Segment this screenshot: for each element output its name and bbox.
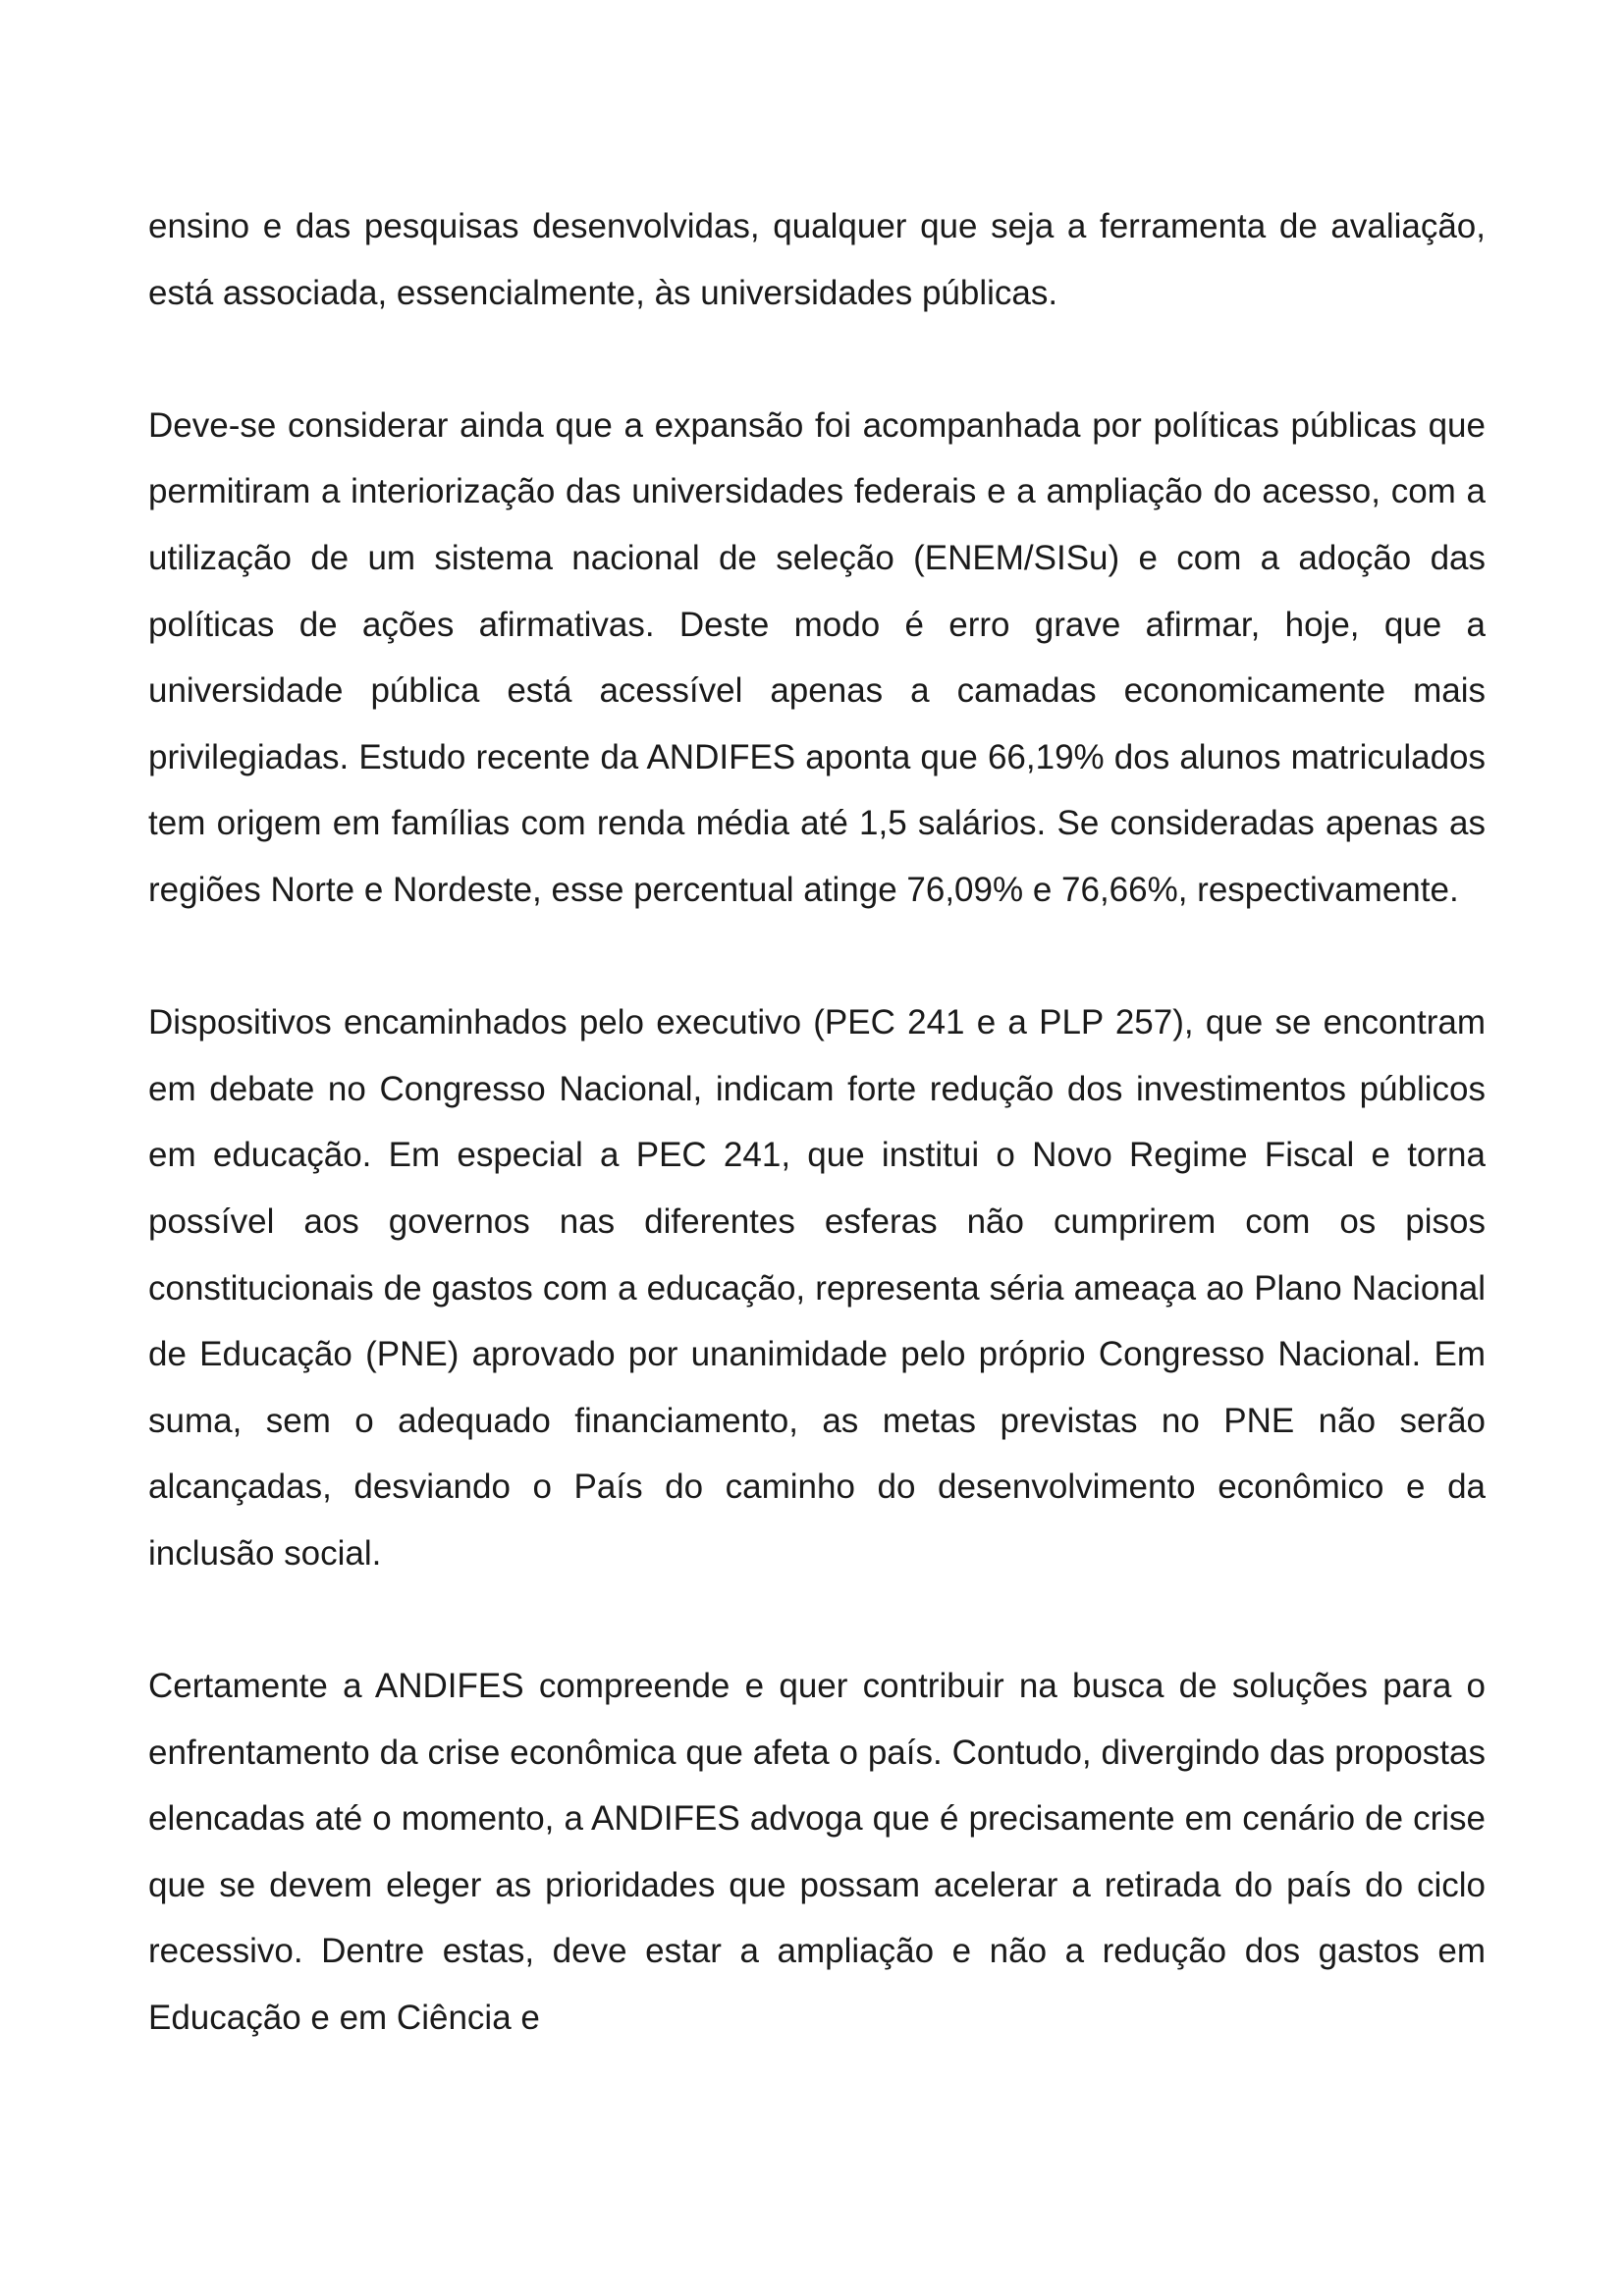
paragraph-4: Certamente a ANDIFES compreende e quer contribuir na busca de soluções para o enfrentamento da crise econômica que afeta o país. Contudo, divergindo das propostas elencadas até o momento, a ANDIFES advoga que é precisamente em cenário de crise que se devem eleger as prioridades que possam acelerar a retirada do país do ciclo recessivo. Dentre estas, deve estar a ampliação e não a redução dos gastos em Educação e em Ciência e xyxy=(148,1667,1486,2038)
document-body xyxy=(148,193,1486,2052)
paragraph-3: Dispositivos encaminhados pelo executivo (PEC 241 e a PLP 257), que se encontram em debate no Congresso Nacional, indicam forte redução dos investimentos públicos em educação. Em especial a PEC 241, que institui o Novo Regime Fiscal e torna possível aos governos nas diferentes esferas não cumprirem com os pisos constitucionais de gastos com a educação, representa séria ameaça ao Plano Nacional de Educação (PNE) aprovado por unanimidade pelo próprio Congresso Nacional. Em suma, sem o adequado financiamento, as metas previstas no PNE não serão alcançadas, desviando o País do caminho do desenvolvimento econômico e da inclusão social. xyxy=(148,1003,1486,1573)
paragraph-2: Deve-se considerar ainda que a expansão foi acompanhada por políticas públicas que permitiram a interiorização das universidades federais e a ampliação do acesso, com a utilização de um sistema nacional de seleção (ENEM/SISu) e com a adoção das políticas de ações afirmativas. Deste modo é erro grave afirmar, hoje, que a universidade pública está acessível apenas a camadas economicamente mais privilegiadas. Estudo recente da ANDIFES aponta que 66,19% dos alunos matriculados tem origem em famílias com renda média até 1,5 salários. Se consideradas apenas as regiões Norte e Nordeste, esse percentual atinge 76,09% e 76,66%, respectivamente. xyxy=(148,405,1486,909)
paragraph-1: ensino e das pesquisas desenvolvidas, qualquer que seja a ferramenta de avaliação, está associada, essencialmente, às universidades públicas. xyxy=(148,207,1486,312)
